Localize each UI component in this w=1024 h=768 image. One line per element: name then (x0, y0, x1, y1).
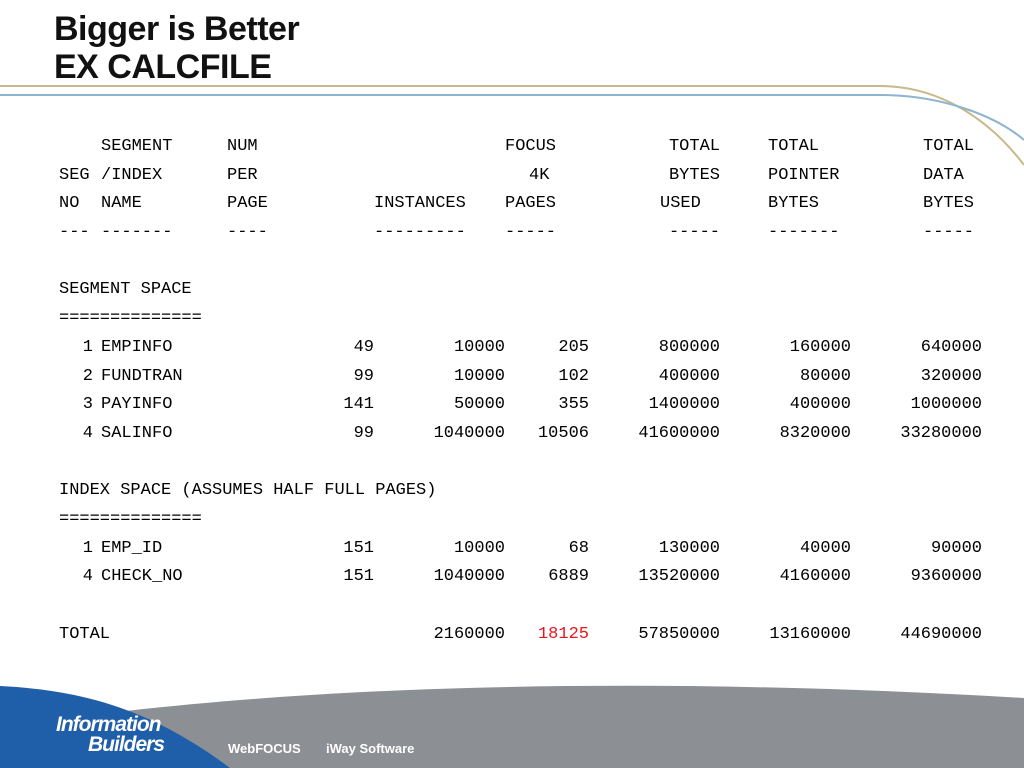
segment-row-cell: 1400000 (648, 395, 720, 415)
index-row-cell: 6889 (548, 567, 589, 587)
logo-line-2: Builders (88, 733, 165, 756)
segment-row-cell: SALINFO (101, 423, 173, 443)
segment-row (59, 363, 982, 392)
total-row (59, 621, 982, 650)
index-row-cell: 4 (82, 567, 93, 587)
segment-row-cell: 640000 (920, 337, 982, 357)
information-builders-logo (56, 715, 164, 755)
iway-label: iWay Software (326, 741, 415, 756)
segment-row-cell: 1040000 (433, 423, 505, 443)
segment-row-cell: 320000 (920, 366, 982, 386)
header-cell: NUM (227, 137, 258, 156)
report-header-row (59, 219, 982, 248)
segment-row-cell: 400000 (789, 395, 851, 415)
segment-row-cell: 160000 (789, 337, 851, 357)
index-space-label: INDEX SPACE (ASSUMES HALF FULL PAGES) (59, 481, 437, 501)
segment-row (59, 391, 982, 420)
segment-row-cell: 41600000 (638, 423, 720, 443)
segment-row-cell: 400000 (658, 366, 720, 386)
index-row-cell: 68 (568, 538, 589, 558)
header-cell: ----- (505, 223, 557, 243)
index-row-cell: 13520000 (638, 567, 720, 587)
segment-row-cell: 50000 (453, 395, 505, 415)
segment-row-cell: 10506 (537, 423, 589, 443)
index-row-cell: 130000 (658, 538, 720, 558)
index-row-cell: 90000 (930, 538, 982, 558)
segment-row-cell: 80000 (799, 366, 851, 386)
index-row-cell: 10000 (453, 538, 505, 558)
header-cell: TOTAL (923, 137, 975, 156)
segment-row-cell: EMPINFO (101, 337, 173, 357)
segment-row-cell: 1 (82, 337, 93, 357)
segment-row-cell: 102 (558, 366, 589, 386)
header-cell: NO (59, 194, 80, 214)
index-row-cell: CHECK_NO (101, 567, 183, 587)
header-cell: ----- (923, 223, 975, 243)
index-row (59, 535, 982, 564)
header-cell: --------- (374, 223, 466, 243)
header-cell: USED (660, 194, 701, 214)
header-cell: --- (59, 223, 90, 243)
total-label: TOTAL (59, 624, 111, 644)
segment-row-cell: 2 (82, 366, 93, 386)
header-cell: SEGMENT (101, 137, 173, 156)
report-header-row (59, 162, 982, 191)
segment-row-cell: 10000 (453, 337, 505, 357)
total-pages: 18125 (537, 624, 589, 644)
title-line-1: Bigger is Better (54, 10, 300, 48)
index-row-cell: 9360000 (910, 567, 982, 587)
header-cell: /INDEX (101, 165, 163, 185)
header-cell: BYTES (923, 194, 975, 214)
header-cell: NAME (101, 194, 142, 214)
segment-row-cell: 99 (353, 366, 374, 386)
header-cell: TOTAL (768, 137, 820, 156)
segment-row-cell: 4 (82, 423, 93, 443)
total-pointer-bytes: 13160000 (769, 624, 851, 644)
logo-line-1: Information (56, 713, 161, 736)
index-row-cell: EMP_ID (101, 538, 163, 558)
blank-line (59, 449, 982, 478)
header-cell: POINTER (768, 165, 840, 185)
header-cell: ------- (768, 223, 840, 243)
header-cell: INSTANCES (374, 194, 466, 214)
index-row-cell: 151 (343, 567, 374, 587)
header-cell: ---- (227, 223, 268, 243)
total-data-bytes: 44690000 (900, 624, 982, 644)
header-cell: BYTES (668, 165, 720, 185)
index-row-cell: 4160000 (779, 567, 851, 587)
segment-space-label: SEGMENT SPACE (59, 280, 192, 300)
blank-line (59, 248, 982, 277)
segment-row-cell: 10000 (453, 366, 505, 386)
header-cell: SEG (59, 165, 90, 185)
report-header-row (59, 190, 982, 219)
title-line-2: EX CALCFILE (54, 48, 272, 86)
segment-row (59, 420, 982, 449)
header-cell: ------- (101, 223, 173, 243)
report-header-row (59, 133, 982, 162)
header-cell: ----- (668, 223, 720, 243)
segment-row-cell: 99 (353, 423, 374, 443)
segment-row-cell: 141 (343, 395, 374, 415)
segment-row-cell: 49 (353, 337, 374, 357)
index-row-cell: 1040000 (433, 567, 505, 587)
header-cell: PER (227, 165, 258, 185)
slide-title (54, 10, 299, 86)
webfocus-label: WebFOCUS (228, 741, 301, 756)
segment-row (59, 334, 982, 363)
segment-space-underline: ============== (59, 309, 202, 329)
index-row-cell: 151 (343, 538, 374, 558)
header-cell: BYTES (768, 194, 820, 214)
segment-row-cell: 33280000 (900, 423, 982, 443)
segment-row-cell: 800000 (658, 337, 720, 357)
calcfile-report (59, 133, 982, 649)
segment-row-cell: 355 (558, 395, 589, 415)
header-cell: FOCUS (505, 137, 557, 156)
segment-row-cell: PAYINFO (101, 395, 173, 415)
index-row-cell: 1 (82, 538, 93, 558)
header-cell: TOTAL (668, 137, 720, 156)
segment-row-cell: 8320000 (779, 423, 851, 443)
header-cell: 4K (529, 165, 550, 185)
blank-line (59, 592, 982, 621)
header-cell: PAGES (505, 194, 557, 214)
index-space-underline: ============== (59, 509, 202, 529)
index-row-cell: 40000 (799, 538, 851, 558)
header-cell: PAGE (227, 194, 268, 214)
segment-row-cell: FUNDTRAN (101, 366, 183, 386)
total-instances: 2160000 (433, 624, 505, 644)
segment-row-cell: 3 (82, 395, 93, 415)
segment-row-cell: 1000000 (910, 395, 982, 415)
total-bytes-used: 57850000 (638, 624, 720, 644)
segment-row-cell: 205 (558, 337, 589, 357)
header-cell: DATA (923, 165, 964, 185)
index-row (59, 563, 982, 592)
